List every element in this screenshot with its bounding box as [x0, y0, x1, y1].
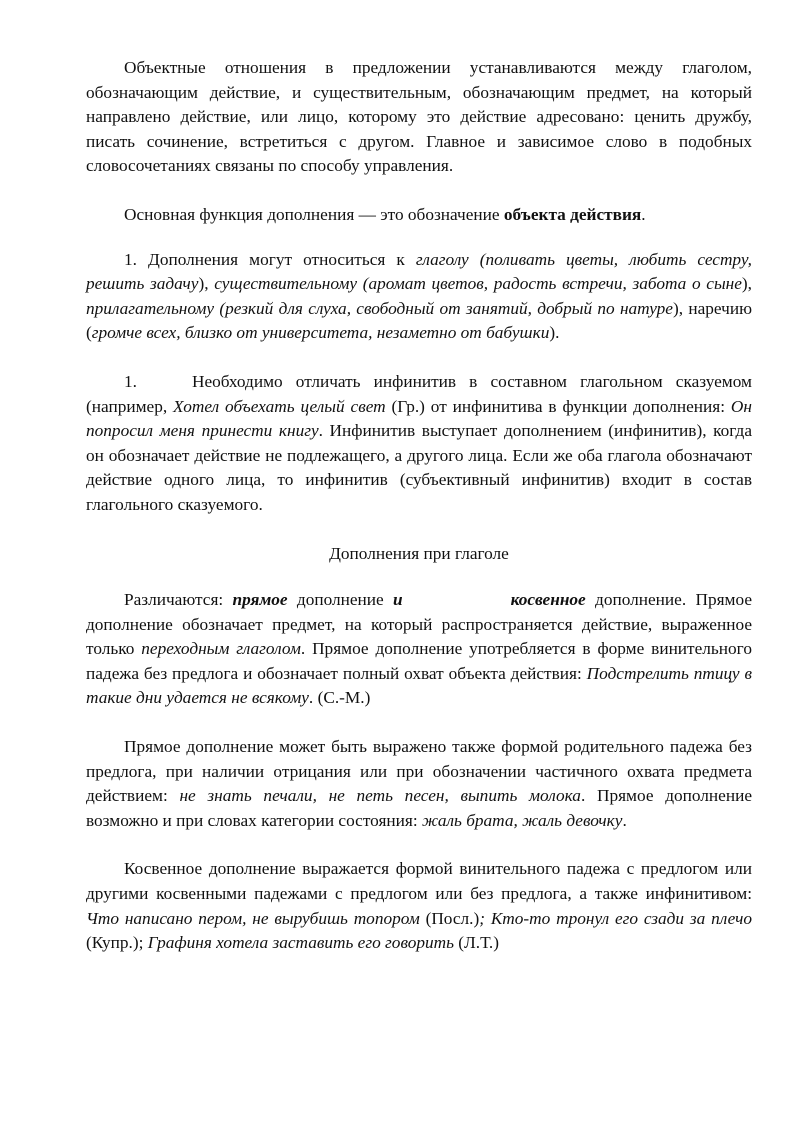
paragraph-main-function: [86, 203, 752, 228]
text: (Л.Т.): [453, 933, 500, 953]
list-number: 1.: [124, 371, 137, 391]
italic-example: ; Кто-то тронул его сзади за плечо: [479, 908, 753, 928]
text: (Посл.): [419, 908, 480, 928]
bold-italic-term: прямое: [232, 590, 288, 610]
italic-example: громче всех, близко от университета, незаметно от бабушки: [91, 323, 550, 343]
paragraph-point-2: [86, 370, 752, 518]
paragraph-direct-object: [86, 588, 752, 711]
text: Прямое дополнение может быть выражено также формой родительного падежа без предлога, при наличии отрицания или при обозначении частичного охвата предмета действием:: [86, 737, 752, 806]
text: 1. Дополнения могут относиться к: [124, 249, 416, 269]
text: (Купр.);: [86, 933, 148, 953]
paragraph-indirect-object: [86, 857, 752, 955]
bold-italic-term: и: [393, 590, 403, 610]
italic-example: Он попросил меня принести книгу: [86, 396, 752, 441]
bold-term: объекта действия: [503, 204, 642, 224]
italic-example: не знать печали, не петь песен, выпить молока: [179, 786, 581, 806]
text: . Прямое дополнение употребляется в форме винительного падежа без предлога и обозначает полный охват объекта действия:: [86, 639, 752, 683]
text: Основная функция дополнения — это обозначение: [124, 204, 504, 224]
section-heading: Дополнения при глаголе: [329, 543, 509, 563]
italic-example: переходным глаголом: [141, 639, 301, 659]
paragraph-genitive-object: [86, 735, 752, 833]
text: ),: [741, 274, 752, 294]
bold-italic-term: косвенное: [510, 590, 586, 610]
italic-example: Графиня хотела заставить его говорить: [147, 933, 454, 953]
italic-example: глаголу (поливать цветы, любить сестру, решить задачу: [86, 249, 752, 294]
text: ).: [549, 323, 560, 343]
text: дополнение. Прямое дополнение обозначает предмет, на который распространяется действие, выраженное только: [86, 590, 752, 659]
italic-example: Что написано пером, не вырубишь топором: [86, 908, 420, 928]
italic-example: прилагательному (резкий для слуха, свободный от занятий, добрый по натуре: [86, 298, 673, 318]
italic-example: жаль брата, жаль девочку: [421, 810, 623, 830]
text: . Прямое дополнение возможно и при словах категории состояния:: [86, 786, 753, 830]
paragraph-object-relations: Объектные отношения в предложении устанавливаются между глаголом, обозначающим действие, и существительным, обозначающим предмет, на который направлено действие, или лицо, которому это действие адресовано: ценить дружбу, писать сочинение, встретиться с другом. Главное и зависимое слово в подобных словосочетаниях связаны по способу управления.: [86, 58, 752, 176]
text: дополнение: [287, 590, 394, 610]
paragraph-point-1: [86, 248, 752, 346]
text: ), наречию (: [86, 298, 752, 343]
italic-example: Подстрелить птицу в такие дни удается не всякому: [86, 663, 752, 708]
text: Различаются:: [124, 590, 233, 610]
text: (Гр.) от инфинитива в функции дополнения:: [385, 396, 731, 416]
text: . Инфинитив выступает дополнением (инфинитив), когда он обозначает действие не подлежащего, а другого лица. Если же оба глагола обозначают действие одного лица, то инфинитив (субъективный инфинитив) входит в состав глагольного сказуемого.: [86, 421, 752, 514]
text: Необходимо отличать инфинитив в составном глагольном сказуемом (например,: [86, 371, 752, 416]
text: . (С.-М.): [308, 688, 371, 708]
italic-example: Хотел объехать целый свет: [173, 396, 386, 416]
text: .: [641, 204, 646, 224]
text: ),: [198, 274, 215, 294]
text: Косвенное дополнение выражается формой винительного падежа с предлогом или другими косвенными падежами с предлогом или без предлога, а также инфинитивом:: [86, 859, 752, 904]
text: .: [622, 810, 627, 830]
italic-example: существительному (аромат цветов, радость встречи, забота о сыне: [214, 274, 742, 294]
